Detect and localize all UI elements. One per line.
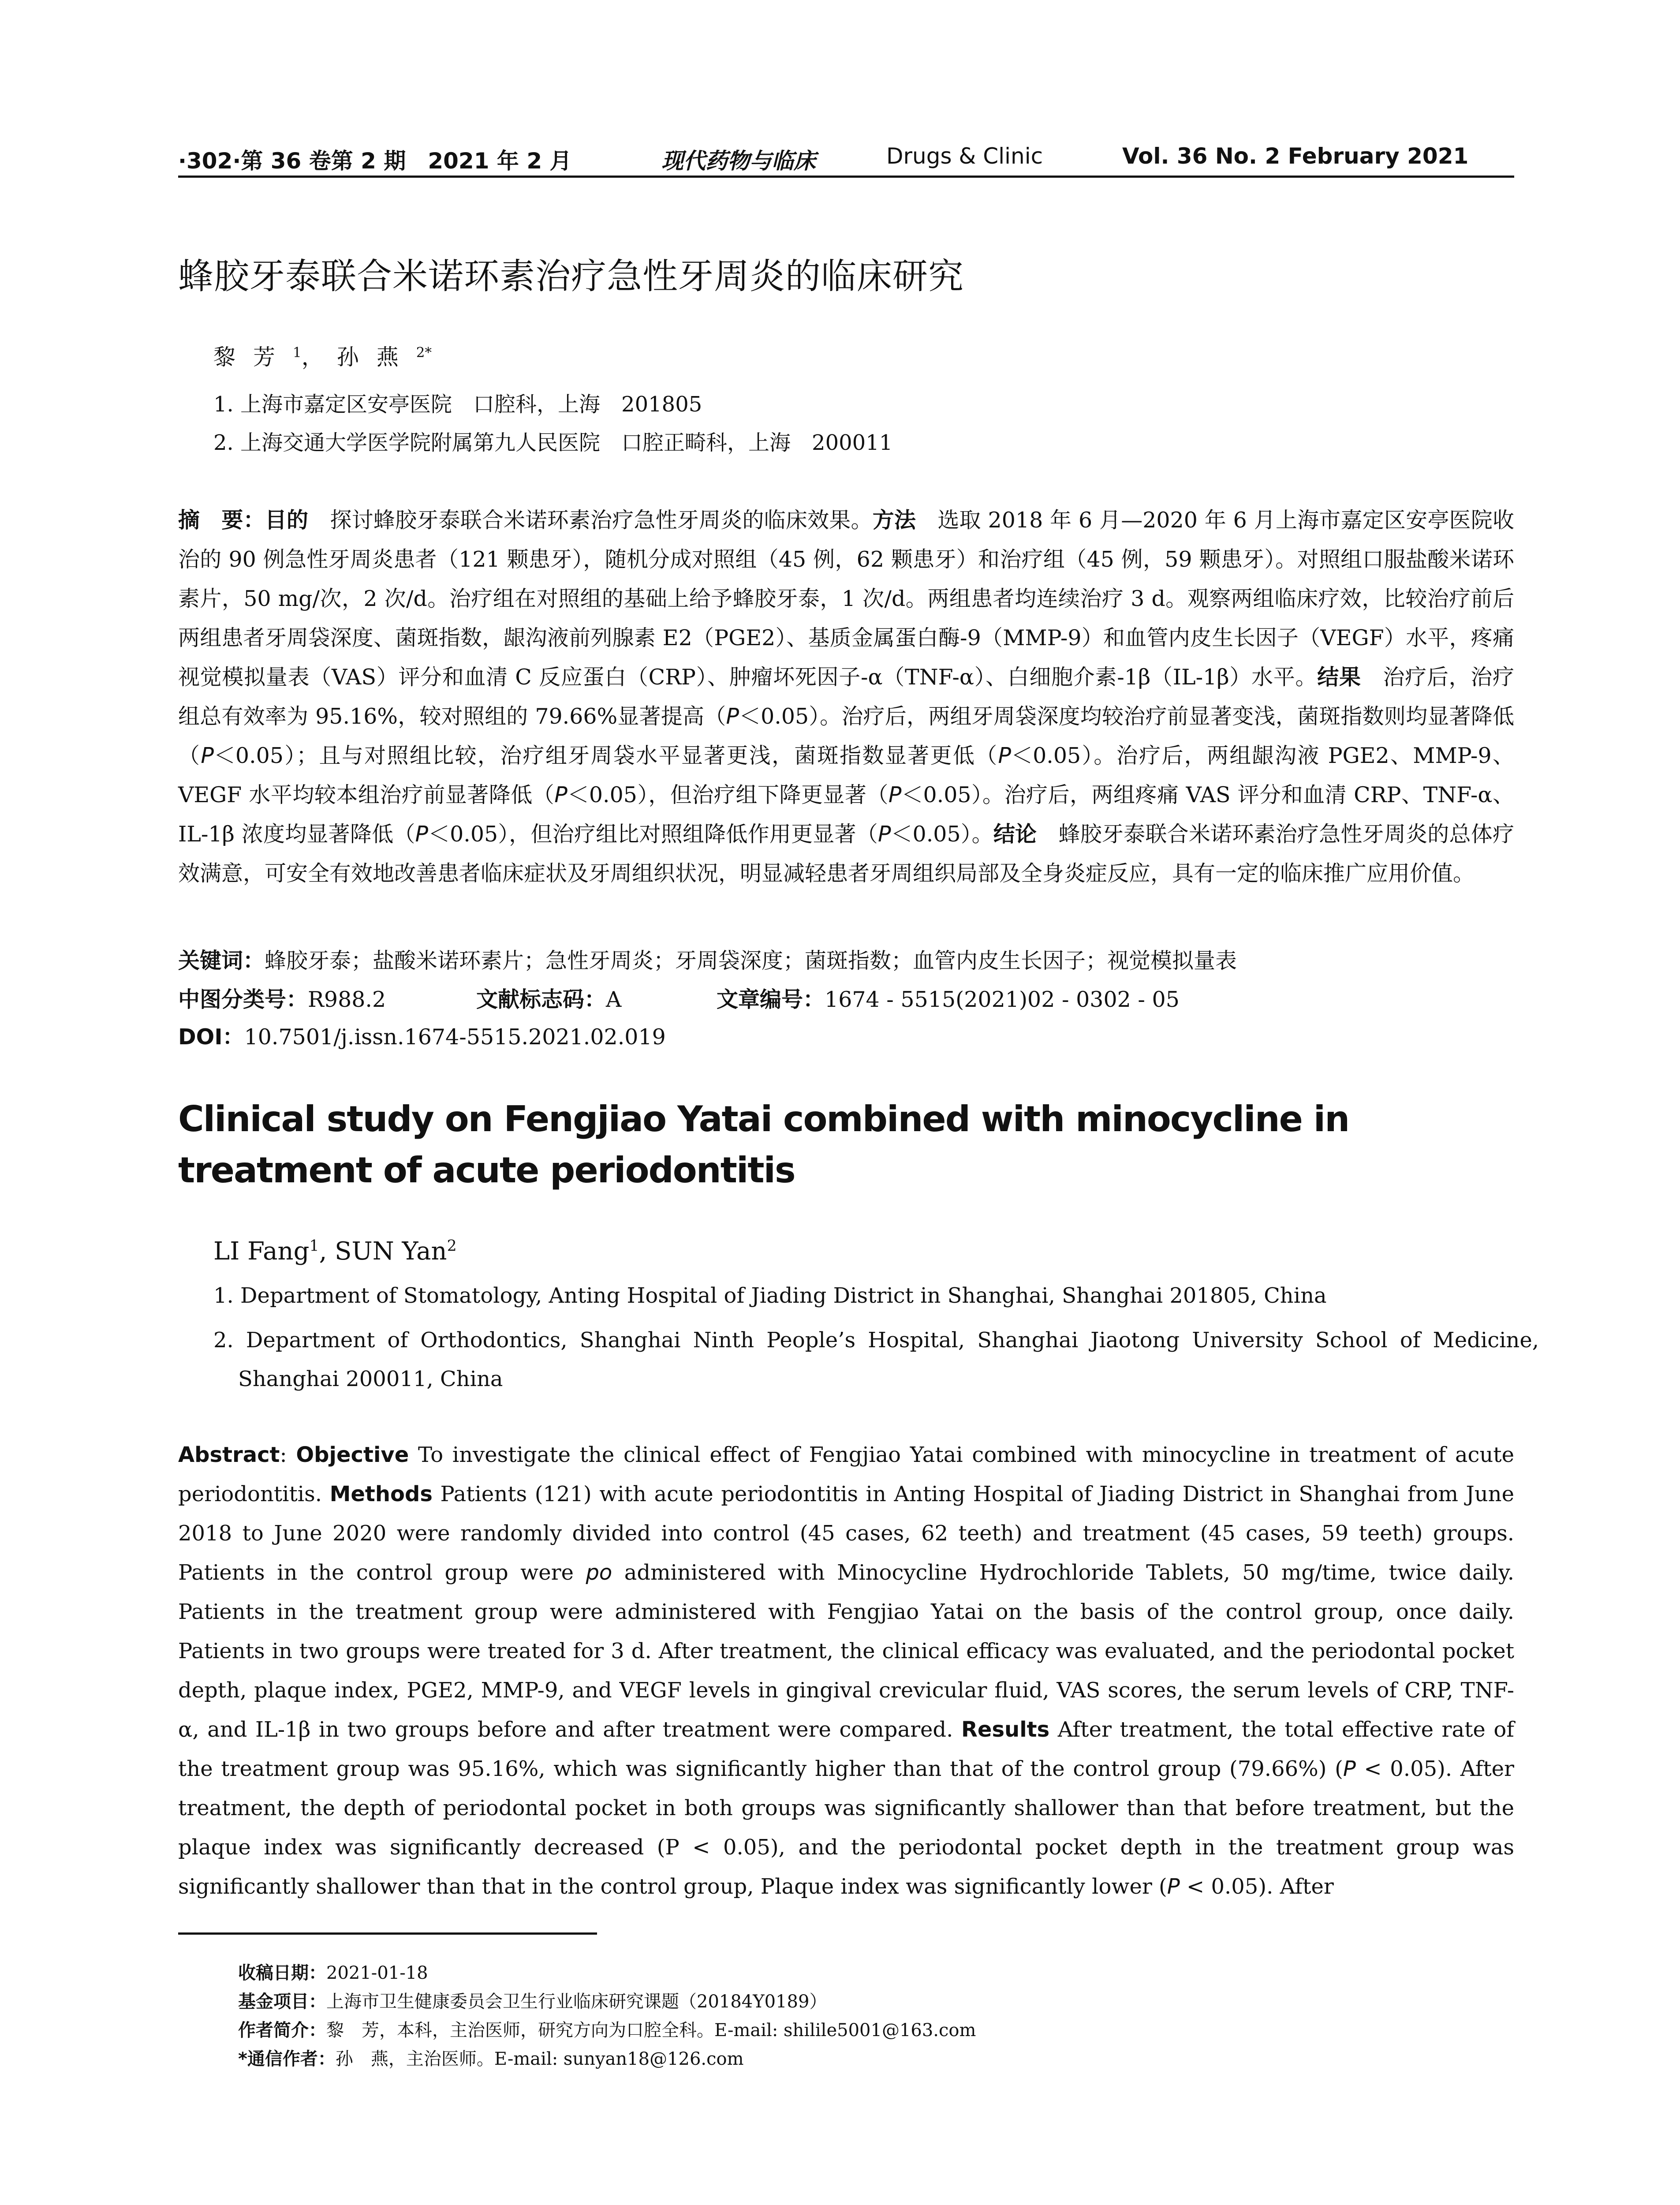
- cn-author-1: 黎芳: [213, 344, 293, 370]
- cn-p-letter: P: [554, 782, 567, 807]
- header-rule: [178, 176, 1514, 178]
- en-author-2-sup: 2: [447, 1237, 457, 1255]
- cn-conclusion-text: 蜂胶牙泰联合米诺环素治疗急性牙周炎的总体疗效满意，可安全有效地改善患者临床症状及牙周组织状况，明显减轻患者牙周组织局部及全身炎症反应，具有一定的临床推广应用价值。: [178, 822, 1514, 886]
- footnote-author: [238, 2016, 976, 2041]
- cn-p-letter: P: [888, 782, 902, 807]
- en-results-text: < 0.05). After treatment, the depth of periodontal pocket in both groups was significantly shallower than that before treatment, but the plaque index was significantly decreased (P < 0.05), and the periodontal pocket depth in the treatment group was significantly shallower than that in the control group, Plaque index was significantly lower (: [178, 1757, 1514, 1899]
- en-results-label: Results: [961, 1717, 1050, 1742]
- cn-author-1-sup: 1: [293, 344, 302, 361]
- footnote-author-label: 作者简介：: [238, 2020, 326, 2041]
- cn-doc-code: A: [606, 987, 622, 1012]
- footnote-received-date: 2021-01-18: [326, 1963, 428, 1983]
- footnote-fund-label: 基金项目：: [238, 1992, 326, 2012]
- footnote-fund-text: 上海市卫生健康委员会卫生行业临床研究课题（20184Y0189）: [326, 1992, 827, 2012]
- en-author-2: SUN Yan: [335, 1237, 447, 1266]
- cn-doc-code-line: [476, 983, 621, 1013]
- en-objective-text: To investigate the clinical effect of Fengjiao Yatai combined with minocycline in treatment of acute periodontitis.: [178, 1443, 1514, 1506]
- cn-clc-line: [178, 983, 386, 1013]
- cn-clc-label: 中图分类号：: [178, 987, 308, 1012]
- cn-p-letter: P: [726, 704, 739, 729]
- cn-p-letter: P: [201, 743, 214, 768]
- cn-methods-label: 方法: [872, 508, 916, 533]
- cn-article-title: 蜂胶牙泰联合米诺环素治疗急性牙周炎的临床研究: [178, 256, 964, 297]
- cn-article-no-label: 文章编号：: [717, 987, 825, 1012]
- cn-results-text: ＜0.05）。治疗后，两组牙周袋深度均较治疗前显著变浅，菌斑指数则均显著降低（: [178, 704, 1514, 768]
- en-results-text: < 0.05). After: [1180, 1874, 1334, 1899]
- cn-affiliation-2: 2. 上海交通大学医学院附属第九人民医院 口腔正畸科，上海 200011: [213, 430, 893, 455]
- cn-keywords-line: [178, 944, 1237, 975]
- header-page-issue: ·302·第 36 卷第 2 期 2021 年 2 月: [178, 148, 572, 174]
- cn-p-letter: P: [998, 743, 1012, 768]
- cn-p-letter: P: [415, 822, 429, 847]
- cn-results-text: ＜0.05），但治疗组比对照组降低作用更显著（: [428, 822, 878, 847]
- cn-author-2: 孙燕: [336, 344, 416, 370]
- cn-results-text: ＜0.05）。治疗后，两组龈沟液 PGE2、MMP-9、VEGF 水平均较本组治疗前显著降低（: [178, 743, 1514, 807]
- footnote-author-text: 黎 芳，本科，主治医师，研究方向为口腔全科。E-mail: shilile5001@163.com: [326, 2020, 976, 2041]
- footnote-rule: [178, 1932, 597, 1935]
- en-author-1-sup: 1: [309, 1237, 319, 1255]
- footnote-fund: [238, 1988, 827, 2013]
- cn-results-text: ＜0.05）。治疗后，两组疼痛 VAS 评分和血清 CRP、TNF-α、IL-1β 浓度均显著降低（: [178, 782, 1514, 847]
- cn-methods-text: 选取 2018 年 6 月—2020 年 6 月上海市嘉定区安亭医院收治的 90 例急性牙周炎患者（121 颗患牙），随机分成对照组（45 例，62 颗患牙）和治疗组（45 例，59 颗患牙）。对照组口服盐酸米诺环素片，50 mg/次，2 次/d。治疗组在对照组的基础上给予蜂胶牙泰，1 次/d。两组患者均连续治疗 3 d。观察两组临床疗效，比较治疗前后两组患者牙周袋深度、菌斑指数，龈沟液前列腺素 E2（PGE2）、基质金属蛋白酶-9（MMP-9）和血管内皮生长因子（VEGF）水平，疼痛视觉模拟量表（VAS）评分和血清 C 反应蛋白（CRP）、肿瘤坏死因子-α（TNF-α）、白细胞介素-1β（IL-1β）水平。: [178, 508, 1514, 690]
- cn-results-text: ＜0.05）。: [891, 822, 993, 847]
- cn-doi-line: [178, 1020, 666, 1051]
- en-results-text: After treatment, the total effective rate of the treatment group was 95.16%, which was significantly higher than that of the control group (79.66%) (: [178, 1717, 1514, 1781]
- cn-abstract-label: 摘 要：: [178, 508, 265, 533]
- cn-objective-text: 探讨蜂胶牙泰联合米诺环素治疗急性牙周炎的临床效果。: [308, 508, 873, 533]
- footnote-corresponding-label: *通信作者：: [238, 2049, 336, 2069]
- en-po: po: [586, 1560, 612, 1585]
- cn-conclusion-label: 结论: [993, 822, 1037, 847]
- header-journal-en: Drugs & Clinic: [886, 143, 1043, 169]
- footnote-received-label: 收稿日期：: [238, 1963, 326, 1983]
- cn-article-no: 1674 - 5515(2021)02 - 0302 - 05: [825, 987, 1180, 1012]
- footnote-corresponding: [238, 2045, 744, 2070]
- en-abstract-label: Abstract: [178, 1443, 280, 1467]
- cn-authors: 黎芳$^1$， 孙燕$^{2*}$: [213, 344, 432, 370]
- cn-author-2-sup: 2*: [416, 344, 432, 361]
- en-methods-label: Methods: [329, 1482, 433, 1506]
- cn-keywords: 蜂胶牙泰；盐酸米诺环素片；急性牙周炎；牙周袋深度；菌斑指数；血管内皮生长因子；视觉模拟量表: [265, 948, 1237, 973]
- en-affiliation-1: 1. Department of Stomatology, Anting Hospital of Jiading District in Shanghai, Shanghai 201805, China: [213, 1283, 1327, 1308]
- en-article-title: Clinical study on Fengjiao Yatai combined with minocycline in treatment of acute periodontitis: [178, 1099, 1349, 1191]
- en-methods-text: administered with Minocycline Hydrochloride Tablets, 50 mg/time, twice daily. Patients in the treatment group were administered with Fengjiao Yatai on the basis of the control group, once daily. Patients in two groups were treated for 3 d. After treatment, the clinical efficacy was evaluated, and the periodontal pocket depth, plaque index, PGE2, MMP-9, and VEGF levels in gingival crevicular fluid, VAS scores, the serum levels of CRP, TNF-α, and IL-1β in two groups before and after treatment were compared.: [178, 1560, 1515, 1742]
- en-author-1: LI Fang: [213, 1237, 310, 1266]
- header-journal-cn: 现代药物与临床: [661, 148, 816, 174]
- cn-article-no-line: [717, 983, 1180, 1013]
- cn-clc: R988.2: [308, 987, 386, 1012]
- en-authors: LI Fang$^1$, SUN Yan$^2$: [213, 1237, 457, 1266]
- cn-affiliation-1: 1. 上海市嘉定区安亭医院 口腔科，上海 201805: [213, 392, 702, 417]
- en-methods-text: Patients (121) with acute periodontitis in Anting Hospital of Jiading District in Shanghai from June 2018 to June 2020 were randomly divided into control (45 cases, 62 teeth) and treatment (45 cases, 59 teeth) groups. Patients in the control group were: [178, 1482, 1515, 1585]
- en-objective-label: Objective: [296, 1443, 409, 1467]
- cn-objective-label: 目的: [265, 508, 309, 533]
- cn-doc-code-label: 文献标志码：: [476, 987, 606, 1012]
- en-affiliation-2: 2. Department of Orthodontics, Shanghai Ninth People’s Hospital, Shanghai Jiaotong University School of Medicine, Shanghai 200011, China: [213, 1328, 1539, 1391]
- cn-results-text: ＜0.05），但治疗组下降更显著（: [567, 782, 889, 807]
- footnote-received: [238, 1959, 428, 1984]
- en-p-letter: P: [1343, 1757, 1356, 1781]
- cn-abstract: [178, 501, 1514, 893]
- en-abstract: Abstract: Objective To investigate the clinical effect of Fengjiao Yatai combined with minocycline in treatment of acute periodontitis. Methods Patients (121) with acute periodontitis in Anting Hospital of Jiading District in Shanghai from June 2018 to June 2020 were randomly divided into control (45 cases, 62 teeth) and treatment (45 cases, 59 teeth) groups. Patients in the control group were po administered with Minocycline Hydrochloride Tablets, 50 mg/time, twice daily. Patients in the treatment group were administered with Fengjiao Yatai on the basis of the control group, once daily. Patients in two groups were treated for 3 d. After treatment, the clinical efficacy was evaluated, and the periodontal pocket depth, plaque index, PGE2, MMP-9, and VEGF levels in gingival crevicular fluid, VAS scores, the serum levels of CRP, TNF-α, and IL-1β in two groups before and after treatment were compared. Results After treatment, the total effective rate of the treatment group was 95.16%, which was significantly higher than that of the control group (79.66%) (P < 0.05). After treatment, the depth of periodontal pocket in both groups was significantly shallower than that before treatment, but the plaque index was significantly decreased (P < 0.05), and the periodontal pocket depth in the treatment group was significantly shallower than that in the control group, Plaque index was significantly lower (P < 0.05). After: [178, 1443, 1515, 1899]
- cn-doi-label: DOI：: [178, 1024, 244, 1050]
- footnote-corresponding-text: 孙 燕，主治医师。E-mail: sunyan18@126.com: [335, 2049, 744, 2069]
- en-p-letter: P: [1167, 1874, 1180, 1899]
- cn-results-text: 治疗后，治疗组总有效率为 95.16%，较对照组的 79.66%显著提高（: [178, 665, 1514, 729]
- cn-doi: 10.7501/j.issn.1674-5515.2021.02.019: [244, 1024, 666, 1050]
- cn-results-text: ＜0.05）；且与对照组比较，治疗组牙周袋水平显著更浅，菌斑指数显著更低（: [213, 743, 998, 768]
- cn-p-letter: P: [877, 822, 891, 847]
- header-volume-en: Vol. 36 No. 2 February 2021: [1122, 143, 1469, 169]
- cn-results-label: 结果: [1317, 665, 1361, 690]
- cn-keywords-label: 关键词：: [178, 948, 265, 973]
